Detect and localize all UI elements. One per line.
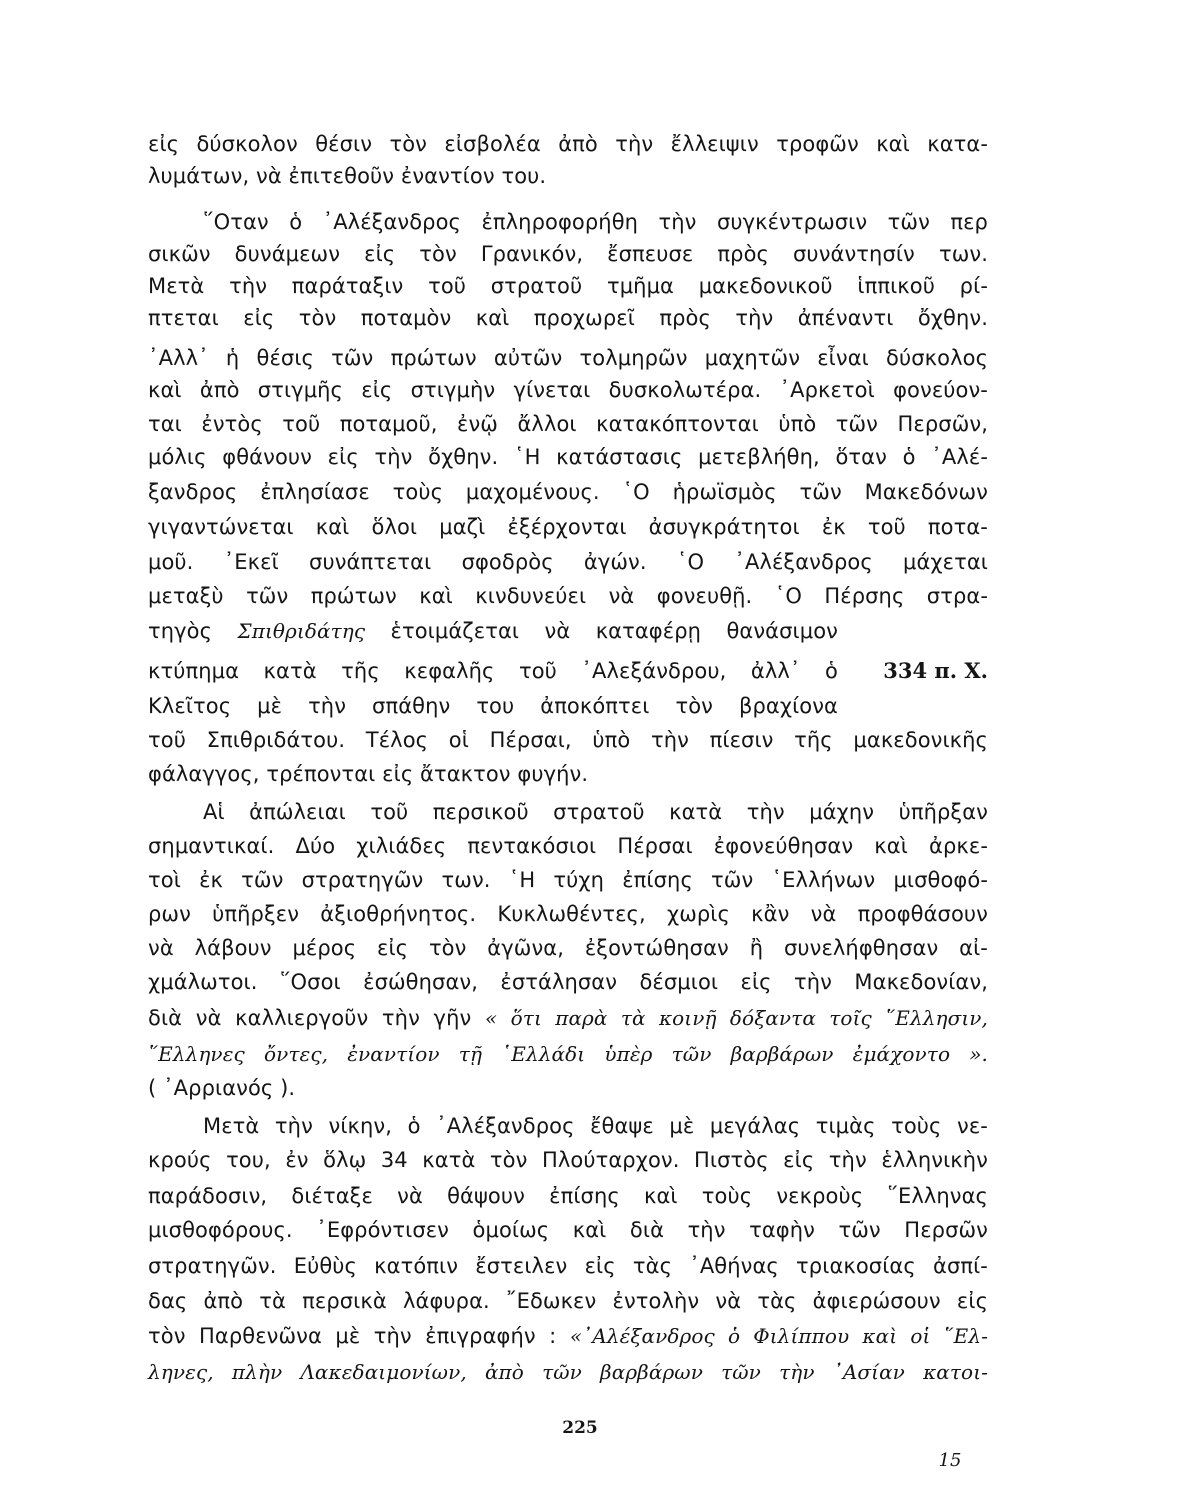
text-line: σικῶν δυνάμεων εἰς τὸν Γρανικόν, ἔσπευσε πρὸς συνάντησίν των. <box>148 242 988 266</box>
text-line: μισθοφόρους. ᾿Εφρόντισεν ὁμοίως καὶ διὰ τὴν ταφὴν τῶν Περσῶν <box>148 1218 988 1242</box>
text-line: νὰ λάβουν μέρος εἰς τὸν ἀγῶνα, ἐξοντώθησαν ἢ συνελήφθησαν αἰ- <box>148 936 988 960</box>
text-line <box>148 1320 988 1352</box>
text-line: τοὶ ἐκ τῶν στρατηγῶν των. ῾Η τύχη ἐπίσης τῶν ῾Ελλήνων μισθοφό- <box>148 868 988 892</box>
text-line: φάλαγγος, τρέπονται εἰς ἄτακτον φυγήν. <box>148 762 589 786</box>
text-line: ξανδρος ἐπλησίασε τοὺς μαχομένους. ῾Ο ἡρωϊσμὸς τῶν Μακεδόνων <box>148 480 988 504</box>
text-line: εἰς δύσκολον θέσιν τὸν εἰσβολέα ἀπὸ τὴν ἔλλειψιν τροφῶν καὶ κατα- <box>148 132 988 156</box>
text-line: Μετὰ τὴν νίκην, ὁ ᾿Αλέξανδρος ἔθαψε μὲ μεγάλας τιμὰς τοὺς νε- <box>203 1114 988 1138</box>
text-run: τηγὸς <box>148 619 238 643</box>
text-line: ται ἐντὸς τοῦ ποταμοῦ, ἐνῷ ἄλλοι κατακόπτονται ὑπὸ τῶν Περσῶν, <box>148 412 988 436</box>
text-line: τοῦ Σπιθριδάτου. Τέλος οἱ Πέρσαι, ὑπὸ τὴν πίεσιν τῆς μακεδονικῆς <box>148 728 988 752</box>
text-line: λυμάτων, νὰ ἐπιτεθοῦν ἐναντίον του. <box>148 164 547 188</box>
text-line: μοῦ. ᾿Εκεῖ συνάπτεται σφοδρὸς ἀγών. ῾Ο ᾿Αλέξανδρος μάχεται <box>148 550 988 574</box>
text-line <box>148 1002 988 1034</box>
text-run: ἑτοιμάζεται νὰ καταφέρῃ θανάσιμον <box>365 619 838 643</box>
italic-quote: ῞Ελληνες ὄντες, ἐναντίον τῇ ῾Ελλάδι ὑπὲρ τῶν βαρβάρων ἐμάχοντο ». <box>148 1042 988 1066</box>
text-line: πτεται εἰς τὸν ποταμὸν καὶ προχωρεῖ πρὸς τὴν ἀπέναντι ὄχθην. <box>148 306 988 330</box>
text-run: τὸν Παρθενῶνα μὲ τὴν ἐπιγραφήν : <box>148 1324 570 1348</box>
text-line: ρων ὑπῆρξεν ἀξιοθρήνητος. Κυκλωθέντες, χωρὶς κἂν νὰ προφθάσουν <box>148 902 988 926</box>
signature-mark: 15 <box>938 1450 962 1471</box>
text-line: ( ᾿Αρριανός ). <box>148 1076 296 1100</box>
page-number: 225 <box>562 1418 598 1438</box>
text-line: χμάλωτοι. ῞Οσοι ἐσώθησαν, ἐστάλησαν δέσμιοι εἰς τὴν Μακεδονίαν, <box>148 970 988 994</box>
italic-name: Σπιθριδάτης <box>237 619 366 643</box>
text-line: μόλις φθάνουν εἰς τὴν ὄχθην. ῾Η κατάστασις μετεβλήθη, ὅταν ὁ ᾿Αλέ- <box>148 445 988 469</box>
text-line: σημαντικαί. Δύο χιλιάδες πεντακόσιοι Πέρσαι ἐφονεύθησαν καὶ ἀρκε- <box>148 834 988 858</box>
italic-quote: ληνες, πλὴν Λακεδαιμονίων, ἀπὸ τῶν βαρβάρων τῶν τὴν ᾿Ασίαν κατοι- <box>148 1360 988 1384</box>
text-line: Αἱ ἀπώλειαι τοῦ περσικοῦ στρατοῦ κατὰ τὴν μάχην ὑπῆρξαν <box>203 800 988 824</box>
text-line <box>148 615 838 647</box>
text-line: καὶ ἀπὸ στιγμῆς εἰς στιγμὴν γίνεται δυσκολωτέρα. ᾿Αρκετοὶ φονεύον- <box>148 378 988 402</box>
text-line: γιγαντώνεται καὶ ὅλοι μαζὶ ἐξέρχονται ἀσυγκράτητοι ἐκ τοῦ ποτα- <box>148 515 988 539</box>
text-line: στρατηγῶν. Εὐθὺς κατόπιν ἔστειλεν εἰς τὰς ᾿Αθήνας τριακοσίας ἀσπί- <box>148 1254 988 1278</box>
text-line <box>148 1038 988 1070</box>
text-run: διὰ νὰ καλλιεργοῦν τὴν γῆν <box>148 1006 485 1030</box>
margin-date: 334 π. Χ. <box>883 658 988 683</box>
text-line: δας ἀπὸ τὰ περσικὰ λάφυρα. ῎Εδωκεν ἐντολὴν νὰ τὰς ἀφιερώσουν εἰς <box>148 1289 988 1313</box>
text-line: Κλεῖτος μὲ τὴν σπάθην του ἀποκόπτει τὸν βραχίονα <box>148 694 838 718</box>
text-line: ᾿Αλλ᾿ ἡ θέσις τῶν πρώτων αὐτῶν τολμηρῶν μαχητῶν εἶναι δύσκολος <box>148 346 988 370</box>
text-line: κρούς του, ἐν ὅλῳ 34 κατὰ τὸν Πλούταρχον. Πιστὸς εἰς τὴν ἑλληνικὴν <box>148 1148 988 1172</box>
text-line: κτύπημα κατὰ τῆς κεφαλῆς τοῦ ᾿Αλεξάνδρου, ἀλλ᾿ ὁ <box>148 659 838 683</box>
text-line <box>148 1356 988 1388</box>
text-line: ῞Οταν ὁ ᾿Αλέξανδρος ἐπληροφορήθη τὴν συγκέντρωσιν τῶν περ <box>203 210 988 234</box>
italic-quote: «᾿Αλέξανδρος ὁ Φιλίππου καὶ οἱ ῞Ελ- <box>569 1324 988 1348</box>
italic-quote: « ὅτι παρὰ τὰ κοινῇ δόξαντα τοῖς ῞Ελλησιν, <box>484 1006 988 1030</box>
text-line: παράδοσιν, διέταξε νὰ θάψουν ἐπίσης καὶ τοὺς νεκροὺς ῞Ελληνας <box>148 1184 988 1208</box>
text-line: Μετὰ τὴν παράταξιν τοῦ στρατοῦ τμῆμα μακεδονικοῦ ἱππικοῦ ρί- <box>148 274 988 298</box>
text-line: μεταξὺ τῶν πρώτων καὶ κινδυνεύει νὰ φονευθῇ. ῾Ο Πέρσης στρα- <box>148 584 988 608</box>
